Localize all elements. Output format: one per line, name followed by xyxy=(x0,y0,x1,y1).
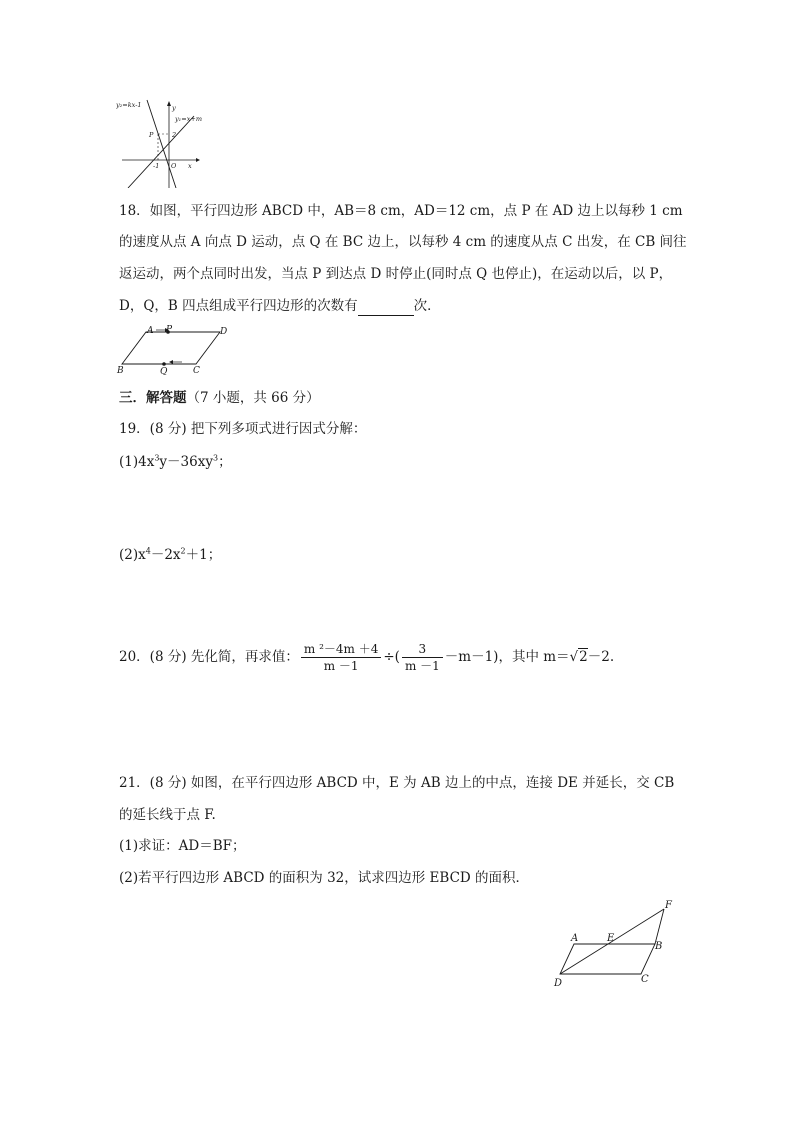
label-d: D xyxy=(554,978,563,989)
label-d: D xyxy=(220,327,228,337)
q20-end: －2. xyxy=(587,649,615,665)
q21-line1: 21．(8 分) 如图，在平行四边形 ABCD 中，E 为 AB 边上的中点，连接 DE 并延长，交 CB xyxy=(119,775,675,791)
label-a: A xyxy=(147,326,154,336)
x-axis-arrow xyxy=(196,158,200,162)
q19-p1-b: y－36xy xyxy=(159,454,213,470)
label-e: E xyxy=(607,933,615,944)
q19-p2-b: －2x xyxy=(150,547,181,563)
q20-stem: 20．(8 分) 先化简，再求值： xyxy=(119,649,299,665)
q21-line4: (2)若平行四边形 ABCD 的面积为 32，试求四边形 EBCD 的面积． xyxy=(119,870,530,886)
q18-line3: 返运动，两个点同时出发，当点 P 到达点 D 时停止(同时点 Q 也停止)，在运动以后，以 P， xyxy=(119,266,673,282)
q18-line2: 的速度从点 A 向点 D 运动，点 Q 在 BC 边上，以每秒 4 cm 的速度从点 C 出发，在 CB 间往 xyxy=(119,234,687,250)
q19-part1 xyxy=(119,452,232,472)
y-axis-arrow xyxy=(167,101,171,106)
q20-frac2-den: m －1 xyxy=(402,657,443,674)
section-title: 三．解答题 xyxy=(119,390,187,406)
q20-line xyxy=(119,640,614,674)
label-origin: O xyxy=(171,162,177,170)
q20-div: ÷( xyxy=(383,649,400,665)
q19-p1-sup1: 3 xyxy=(154,453,160,463)
q20-fraction-2 xyxy=(402,641,443,674)
q18-line4-end: 次． xyxy=(413,298,441,314)
tick-neg1: -1 xyxy=(153,162,160,170)
q19-p1-c: ； xyxy=(218,454,232,470)
arrow-q-head xyxy=(169,360,173,364)
label-b: B xyxy=(655,941,663,952)
q18-line4 xyxy=(119,296,441,316)
label-f: F xyxy=(665,900,672,911)
q18-line4-text: D，Q，B 四点组成平行四边形的次数有 xyxy=(119,298,358,314)
parallelogram-figure-q18 xyxy=(116,323,242,375)
line-y1 xyxy=(128,116,194,188)
tick-2: 2 xyxy=(172,131,177,139)
parallelogram-abcd-q21 xyxy=(560,944,655,974)
label-y2: y₂=kx-1 xyxy=(116,101,142,109)
q19-p2-c: ＋1； xyxy=(185,547,222,563)
label-c: C xyxy=(641,974,649,985)
point-q-dot xyxy=(162,362,166,366)
label-x-axis: x xyxy=(188,162,192,170)
section-note: （7 小题，共 66 分） xyxy=(186,390,320,406)
q19-p2-sup2: 2 xyxy=(180,546,186,556)
label-y1: y₁=x+m xyxy=(175,115,202,123)
label-a: A xyxy=(571,933,579,944)
label-p: P xyxy=(166,325,173,335)
answer-blank xyxy=(358,301,414,316)
line-y2 xyxy=(147,100,176,188)
q19-p2-sup1: 4 xyxy=(145,546,151,556)
q18-line1: 18．如图，平行四边形 ABCD 中，AB＝8 cm，AD＝12 cm，点 P 在 AD 边上以每秒 1 cm xyxy=(119,203,683,219)
label-point-p: P xyxy=(149,131,154,139)
q19-p1-sup2: 3 xyxy=(212,453,219,463)
parallelogram-abcd xyxy=(122,332,220,364)
label-y-axis: y xyxy=(172,104,176,112)
q20-frac2-num: 3 xyxy=(418,642,427,656)
q19-p2-a: (2)x xyxy=(119,547,146,563)
q21-line2: 的延长线于点 F. xyxy=(119,807,216,823)
parallelogram-figure-q21 xyxy=(549,898,684,990)
linear-functions-graph xyxy=(116,96,208,188)
label-q: Q xyxy=(160,367,168,375)
q20-frac1-num: m ²－4m ＋4 xyxy=(303,642,379,656)
q19-stem: 19．(8 分) 把下列多项式进行因式分解： xyxy=(119,421,367,437)
q19-p1-a: (1)4x xyxy=(119,454,155,470)
sqrt-icon: √ xyxy=(569,649,579,665)
section-heading xyxy=(119,388,320,408)
label-b: B xyxy=(117,366,124,375)
q21-line3: (1)求证：AD＝BF； xyxy=(119,838,246,854)
q19-part2 xyxy=(119,545,221,565)
q20-frac1-den: m －1 xyxy=(301,657,381,674)
label-c: C xyxy=(193,366,200,375)
q20-tail: －m－1)，其中 m＝ xyxy=(444,649,570,665)
q20-fraction-1 xyxy=(301,641,381,674)
q20-sqrt-val: 2 xyxy=(579,649,588,665)
